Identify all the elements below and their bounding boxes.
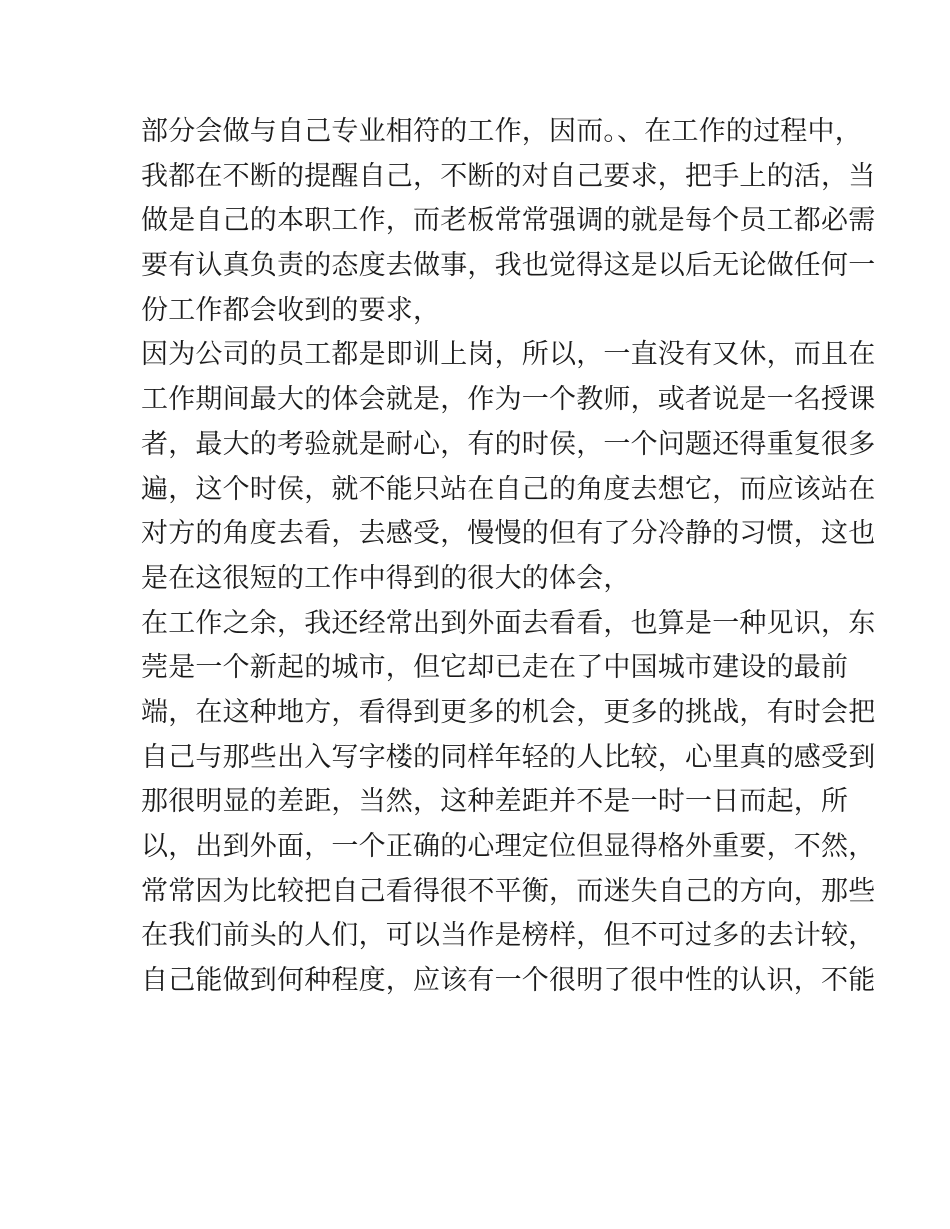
- text-line: 以，出到外面，一个正确的心理定位但显得格外重要，不然，: [141, 831, 876, 862]
- text-line: 份工作都会收到的要求，: [141, 294, 441, 326]
- text-line: 因为公司的员工都是即训上岗，所以，一直没有又休，而且在: [141, 339, 876, 371]
- text-line: 对方的角度去看，去感受，慢慢的但有了分冷静的习惯，这也: [141, 518, 876, 550]
- text-line: 在我们前头的人们，可以当作是榜样，但不可过多的去计较，: [141, 920, 876, 952]
- text-line: 自己能做到何种程度，应该有一个很明了很中性的认识，不能: [141, 965, 876, 997]
- text-line: 部分会做与自己专业相符的工作，因而。、在工作的过程中，: [141, 116, 862, 147]
- text-line: 那很明显的差距，当然，这种差距并不是一时一日而起，所: [141, 786, 849, 818]
- text-line: 遍，这个时侯，就不能只站在自己的角度去想它，而应该站在: [141, 473, 876, 505]
- text-line: 常常因为比较把自己看得很不平衡，而迷失自己的方向，那些: [141, 875, 876, 907]
- text-line: 端，在这种地方，看得到更多的机会，更多的挑战，有时会把: [141, 696, 876, 728]
- text-line: 做是自己的本职工作，而老板常常强调的就是每个员工都必需: [141, 205, 876, 237]
- text-line: 是在这很短的工作中得到的很大的体会，: [141, 562, 631, 594]
- text-line: 工作期间最大的体会就是，作为一个教师，或者说是一名授课: [141, 384, 876, 416]
- text-line: 者，最大的考验就是耐心，有的时侯，一个问题还得重复很多: [141, 428, 876, 460]
- text-line: 自己与那些出入写字楼的同样年轻的人比较，心里真的感受到: [141, 741, 876, 773]
- text-line: 在工作之余，我还经常出到外面去看看，也算是一种见识，东: [141, 607, 876, 639]
- text-line: 我都在不断的提醒自己，不断的对自己要求，把手上的活，当: [141, 160, 876, 192]
- text-line: 要有认真负责的态度去做事，我也觉得这是以后无论做任何一: [141, 250, 876, 282]
- body-text: [141, 110, 876, 1004]
- text-line: 莞是一个新起的城市，但它却已走在了中国城市建设的最前: [141, 652, 849, 684]
